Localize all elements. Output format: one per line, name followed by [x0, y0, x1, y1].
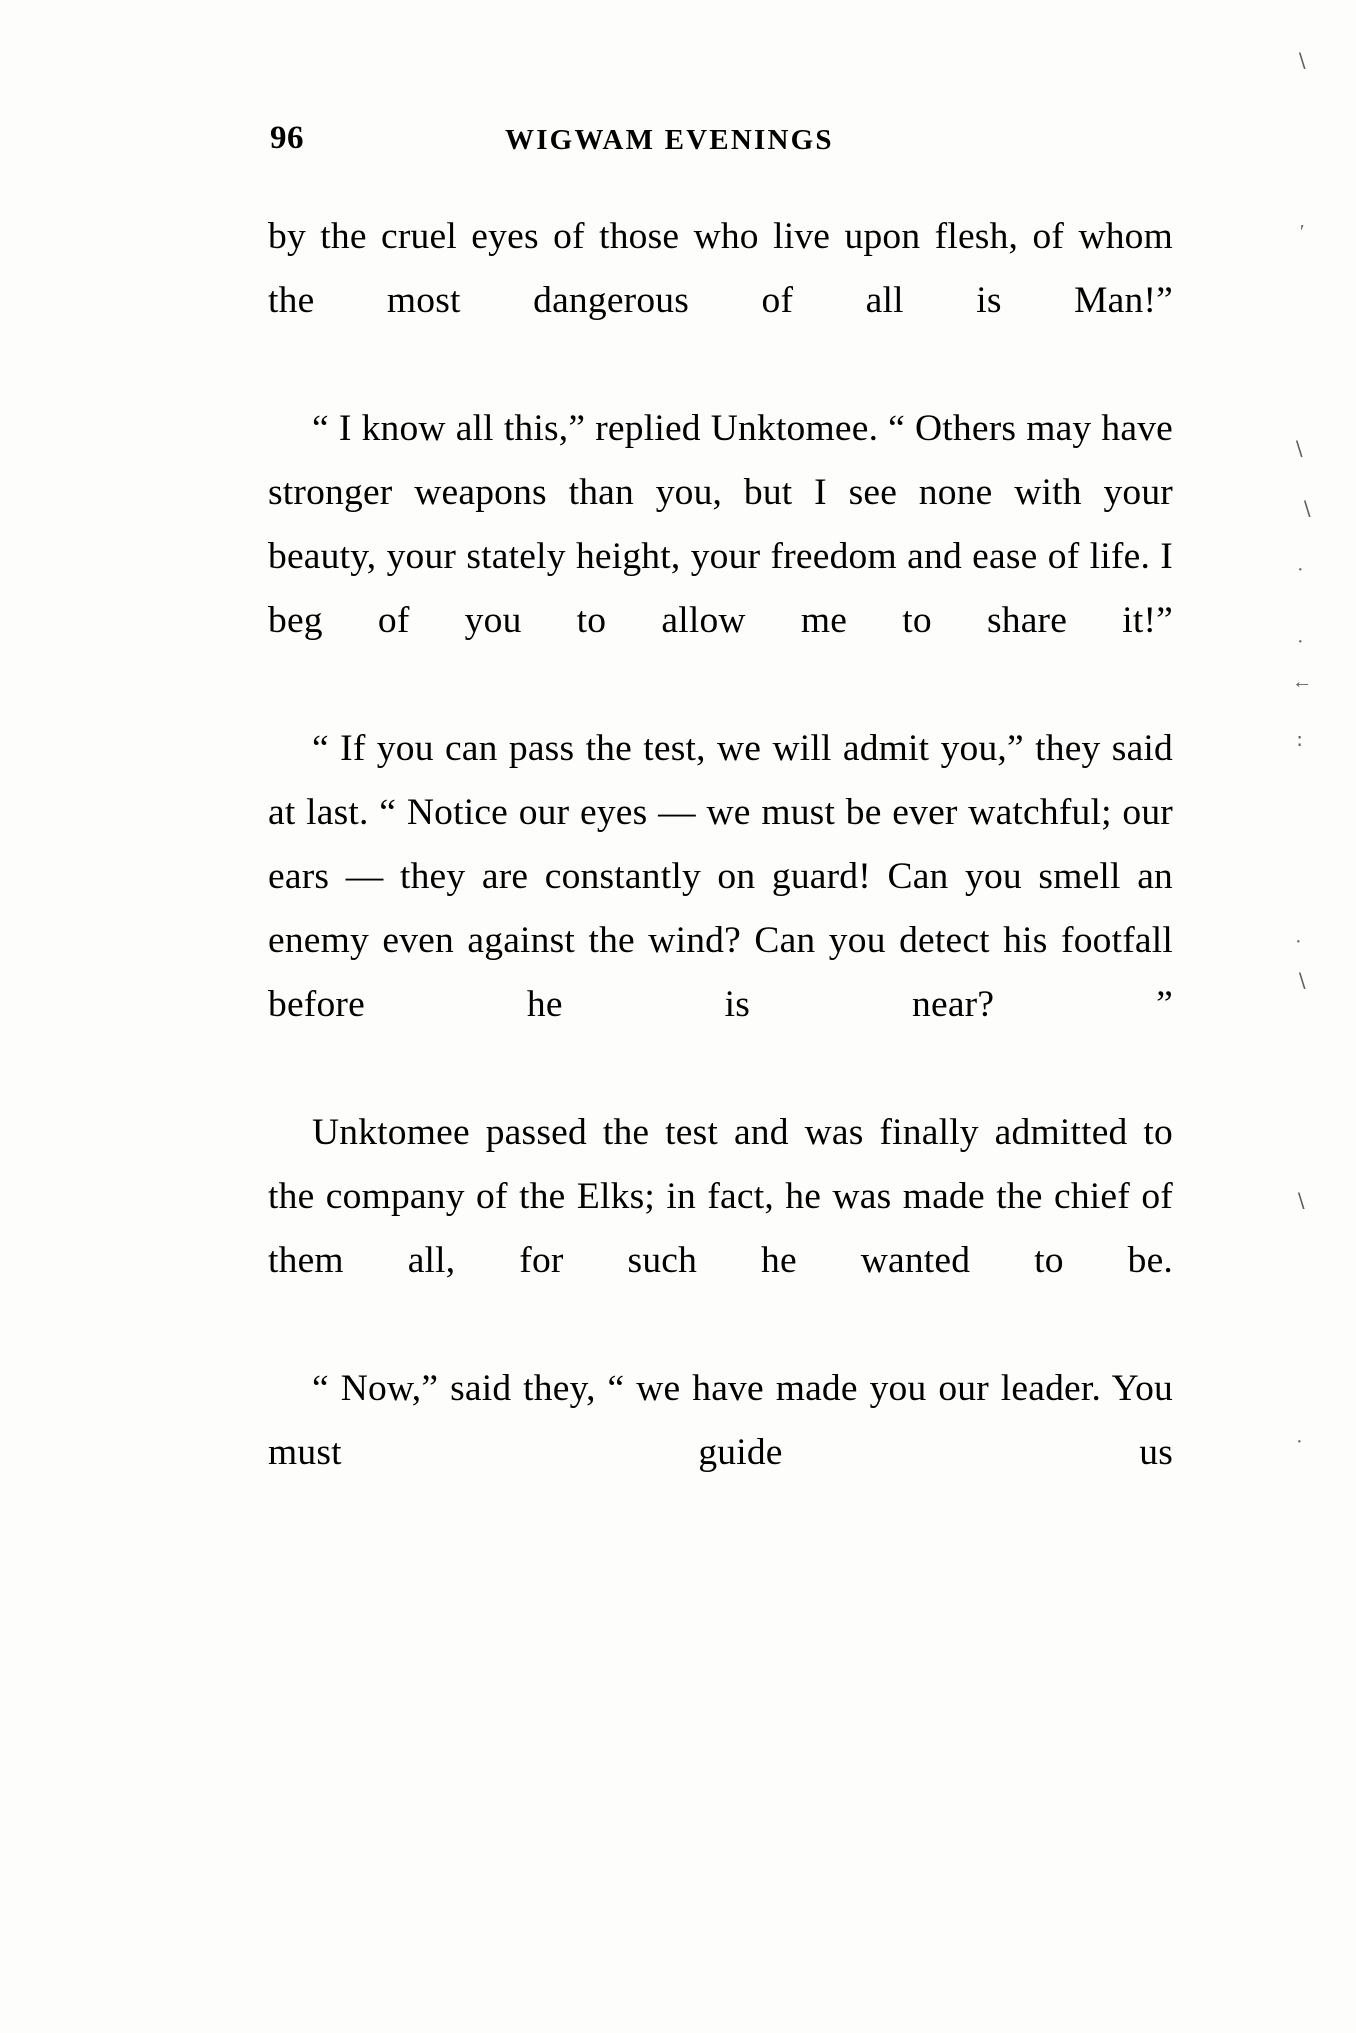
margin-speck: ·: [1297, 631, 1304, 653]
margin-speck: ∖: [1300, 499, 1313, 521]
body-text: [268, 205, 1173, 1549]
margin-speck: ∖: [1295, 971, 1308, 993]
page-header: [270, 120, 1170, 166]
margin-speck: ∖: [1295, 51, 1308, 73]
margin-speck: ·: [1296, 1431, 1303, 1453]
margin-speck: ∶: [1297, 731, 1303, 753]
paragraph: “ I know all this,” replied Unktomee. “ Others may have stronger weapons than you, but I see none with your beauty, your stately height, your freedom and ease of life. I beg of you to allow me to share it!”: [268, 408, 1173, 641]
margin-speck: ∖: [1294, 1191, 1307, 1213]
margin-speck: ·: [1295, 931, 1302, 953]
margin-speck: ·: [1297, 559, 1304, 581]
margin-speck: ←: [1292, 671, 1312, 693]
paragraph: Unktomee passed the test and was finally admitted to the company of the Elks; in fact, he was made the chief of them all, for such he wanted to be.: [268, 1112, 1173, 1281]
running-title: WIGWAM EVENINGS: [505, 124, 834, 156]
margin-speck: ′: [1300, 221, 1305, 243]
paragraph: “ If you can pass the test, we will admit you,” they said at last. “ Notice our eyes — we must be ever watchful; our ears — they are constantly on guard! Can you smell an enemy even against the wind? Can you detect his footfall before he is near? ”: [268, 728, 1173, 1025]
paragraph: “ Now,” said they, “ we have made you our leader. You must guide us: [268, 1368, 1173, 1473]
page-number: 96: [270, 120, 304, 156]
paragraph: by the cruel eyes of those who live upon flesh, of whom the most dangerous of all is Man!”: [268, 216, 1173, 321]
margin-speck: ∖: [1292, 439, 1305, 461]
